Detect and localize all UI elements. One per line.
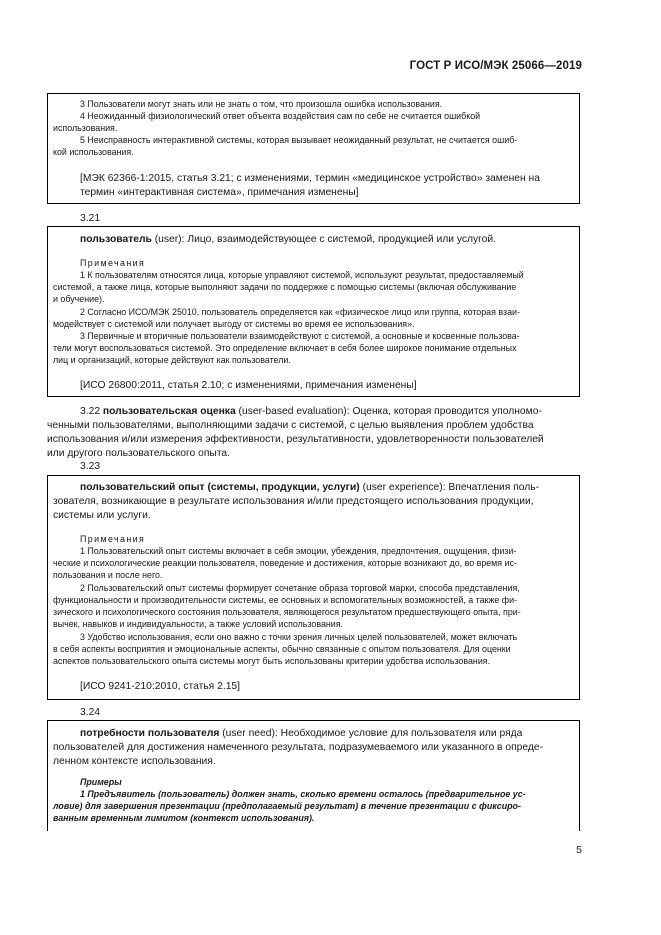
source-line: [МЭК 62366-1:2015, статья 3.21; с изменениями, термин «медицинское устройство» заменен на: [80, 173, 540, 184]
term-definition: [80, 727, 577, 740]
frame-bottom-border: [47, 699, 580, 700]
note-line: 3 Первичные и вторичные пользователи взаимодействуют с системой, а основные и косвенные пользова-: [80, 331, 520, 341]
definition-text: (user experience): Впечатления поль-: [359, 482, 540, 493]
note-line: пользования и после него.: [53, 570, 163, 580]
term-number: 3.24: [80, 707, 101, 718]
note-line: модействует с системой или получает выгоду от системы во время ее использования».: [53, 319, 415, 329]
note-line: 3 Удобство использования, если оно важно с точки зрения личных целей пользователей, может включать: [80, 632, 518, 642]
definition-text: (user-based evaluation): Оценка, которая проводится уполномо-: [235, 406, 542, 417]
example-line: ванным временным лимитом (контекст использования).: [53, 813, 315, 823]
term-name: пользователь: [80, 234, 152, 245]
frame-top-border: [47, 226, 580, 227]
notes-heading: Примечания: [80, 534, 146, 544]
definition-text: (user need): Необходимое условие для пользователя или ряда: [219, 728, 523, 739]
source-line: [ИСО 9241-210:2010, статья 2.15]: [80, 681, 241, 692]
note-line: функциональности и производительности системы, ее основных и вспомогательных возможностей, а также фи-: [53, 595, 518, 605]
examples-heading: Примеры: [80, 777, 122, 787]
term-number: 3.23: [80, 461, 101, 472]
note-line: и обучение).: [53, 294, 105, 304]
document-header: ГОСТ Р ИСО/МЭК 25066—2019: [409, 60, 582, 72]
term-number: 3.22: [80, 406, 101, 417]
note-line: 4 Неожиданный физиологический ответ объекта воздействия сам по себе не считается ошибкой: [80, 111, 481, 121]
definition-text: (user): Лицо, взаимодействующее с системой, продукцией или услугой.: [151, 234, 497, 245]
source-line: термин «интерактивная система», примечания изменены]: [80, 187, 359, 198]
note-line: 5 Неисправность интерактивной системы, которая вызывает неожиданный результат, не считается ошиб-: [80, 135, 518, 145]
definition-line: ленном контексте использования.: [53, 756, 216, 767]
term-number: 3.21: [80, 213, 101, 224]
definition-line: ченными пользователями, выполняющими задачи с системой, с целью выявления проблем удобства: [47, 420, 534, 431]
note-line: лиц и организаций, которые действуют как пользователи.: [53, 355, 291, 365]
frame-bottom-border: [47, 203, 580, 204]
source-line: [ИСО 26800:2011, статья 2.10; с изменениями, примечания изменены]: [80, 380, 417, 391]
note-line: вычек, навыков и индивидуальности, а также условий использования.: [53, 619, 344, 629]
definition-line: использования и/или измерения эффективности, результативности, удовлетворенности пользователей: [47, 434, 544, 445]
example-line: ловие) для завершения презентации (предполагаемый результат) в течение презентации с фиксиро-: [53, 801, 521, 811]
note-line: ческие и психологические реакции пользователя, поведение и достижения, которые возникают до, во время ис-: [53, 558, 517, 568]
example-line: 1 Предъявитель (пользователь) должен знать, сколько времени осталось (предварительное ус-: [80, 789, 526, 799]
definition-line: системы или услуги.: [53, 510, 151, 521]
term-name: пользовательская оценка: [102, 406, 236, 417]
frame-bottom-border: [47, 396, 580, 397]
term-definition: [80, 481, 577, 494]
note-line: системой, а также лица, которые выполняют задачи по поддержке с помощью системы (включая обслуживание: [53, 282, 517, 292]
definition-line: пользователей для достижения намеченного результата, подразумеваемого или указанного в опреде-: [53, 742, 544, 753]
term-name: потребности пользователя: [80, 728, 220, 739]
note-line: аспектов пользовательского опыта системы могут быть использованы критерии удобства использования.: [53, 656, 491, 666]
frame-top-border: [47, 93, 580, 94]
note-line: 2 Пользовательский опыт системы формирует сочетание образа торговой марки, способа представления,: [80, 583, 520, 593]
note-line: 3 Пользователи могут знать или не знать о том, что произошла ошибка использования.: [80, 99, 443, 109]
page-number: 5: [576, 844, 582, 856]
frame-top-border: [47, 475, 580, 476]
note-line: кой использования.: [53, 147, 134, 157]
note-line: 2 Согласно ИСО/МЭК 25010, пользователь определяется как «физическое лицо или группа, которая взаи-: [80, 307, 520, 317]
note-line: использования.: [53, 123, 118, 133]
term-definition: [80, 405, 577, 418]
note-line: в себя аспекты восприятия и эмоциональные аспекты, обычно связанные с опытом пользователя. Для оценки: [53, 644, 511, 654]
term-name: пользовательский опыт (системы, продукции, услуги): [80, 482, 360, 493]
term-definition: [80, 233, 496, 246]
note-line: тели могут воспользоваться системой. Это определение включает в себя более широкое понимание отдельных: [53, 343, 517, 353]
notes-heading: Примечания: [80, 258, 146, 268]
definition-line: или другого пользовательского опыта.: [47, 448, 231, 459]
note-line: 1 К пользователям относятся лица, которые управляют системой, используют результат, предоставляемый: [80, 270, 524, 280]
note-line: зического и психологического состояния пользователя, являющегося результатом предшествующего опыта, при-: [53, 607, 521, 617]
frame-top-border: [47, 720, 580, 721]
definition-line: зователя, возникающие в результате использования и/или предстоящего использования продукции,: [53, 496, 534, 507]
note-line: 1 Пользовательский опыт системы включает в себя эмоции, убеждения, предпочтения, ощущения, физи-: [80, 546, 517, 556]
